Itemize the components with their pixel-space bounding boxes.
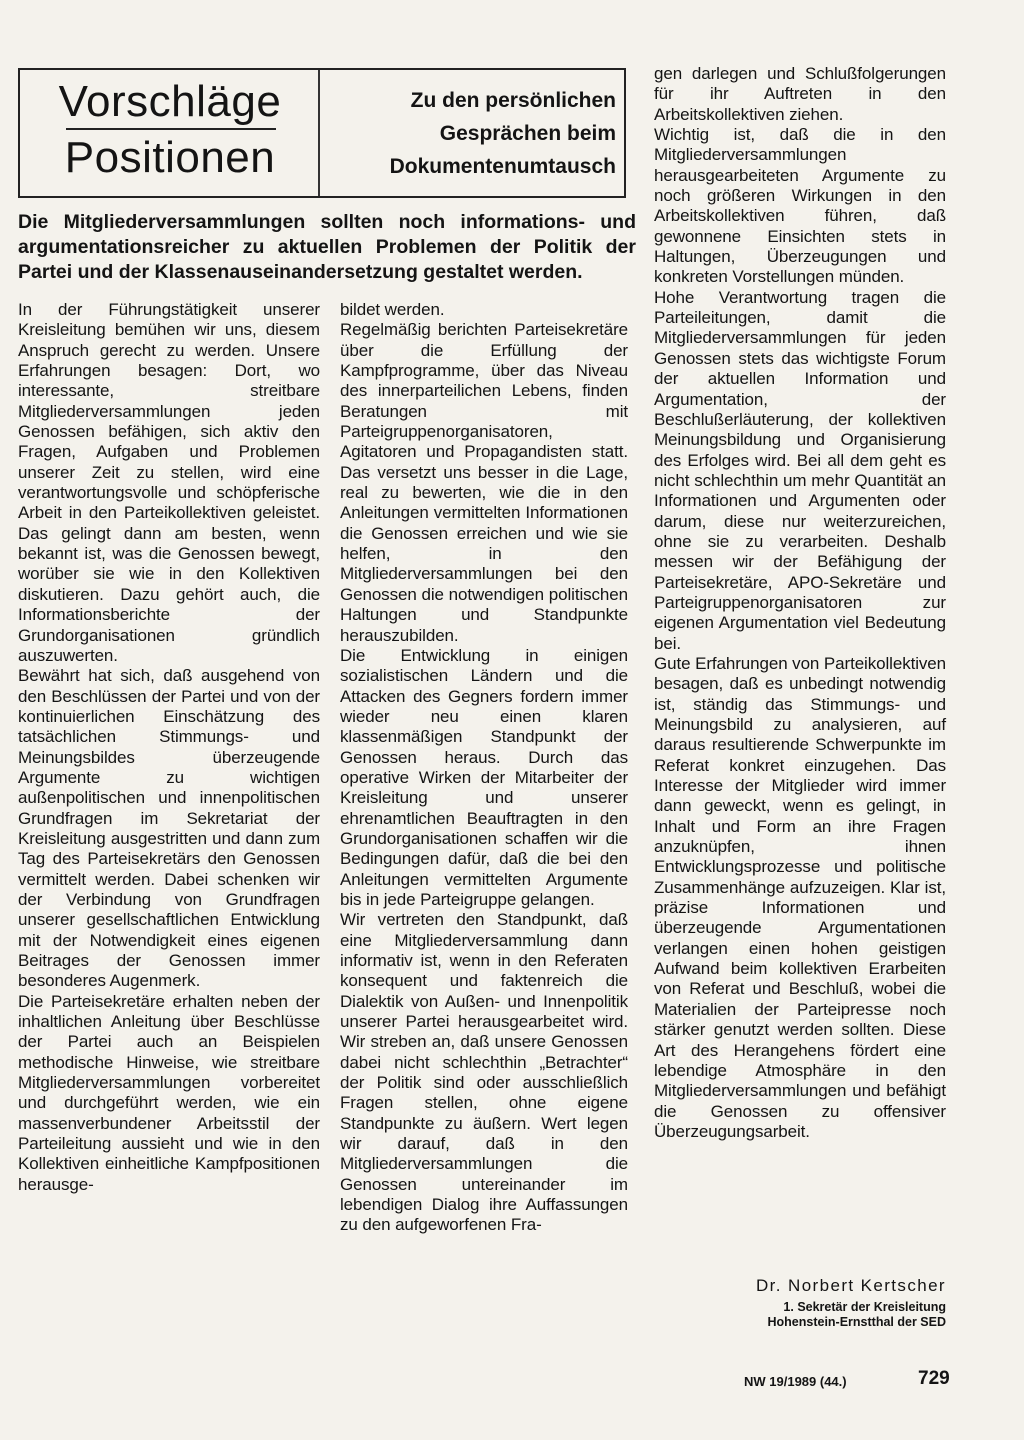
paragraph: Gute Erfahrungen von Parteikollektiven besagen, daß es unbedingt notwendig ist, ständig das Stimmungs- und Meinungsbild zu analysieren, auf daraus resultierende Schwerpunkte im Referat konkret einzugehen. Das Interesse der Mitglieder wird immer dann geweckt, wenn es gelingt, in Inhalt und Form an ihre Fragen anzuknüpfen, ihnen Entwicklungsprozesse und politische Zusammenhänge aufzuzeigen. Klar ist, präzise Informationen und überzeugende Argumentationen verlangen einen hohen geistigen Aufwand beim kollektiven Erarbeiten von Referat und Beschluß, wobei die Materialien der Parteipresse noch stärker genutzt werden sollten. Diese Art des Herangehens fördert eine lebendige Atmosphäre in den Mitgliederversammlungen und befähigt die Genossen zu offensiver Überzeugungsarbeit.	[654, 653, 946, 1141]
paragraph: In der Führungstätigkeit unserer Kreisleitung bemühen wir uns, diesem Anspruch gerecht zu werden. Unsere Erfahrungen besagen: Dort, wo interessante, streitbare Mitgliederversammlungen jeden Genossen befähigen, sich aktiv den Fragen, Aufgaben und Problemen unserer Zeit zu stellen, wird eine verantwortungsvolle und schöpferische Arbeit in den Parteikollektiven geleistet. Das gelingt dann am besten, wenn bekannt ist, was die Genossen bewegt, worüber sie wie in den Kollektiven diskutieren. Dazu gehört auch, die Informationsberichte der Grundorganisationen gründlich auszuwerten.	[18, 300, 320, 665]
author-role-line-2: Hohenstein-Ernstthal der SED	[767, 1315, 946, 1329]
issue-reference: NW 19/1989 (44.)	[744, 1374, 847, 1389]
paragraph: Die Entwicklung in einigen sozialistischen Ländern und die Attacken des Gegners fordern immer wieder neu einen klaren klassenmäßigen Standpunkt der Genossen heraus. Durch das operative Wirken der Mitarbeiter der Kreisleitung und unserer ehrenamtlichen Beauftragten in den Grundorganisationen schaffen wir die Bedingungen dafür, daß die bei den Anleitungen vermittelten Argumente bis in jede Parteigruppe gelangen.	[340, 645, 628, 909]
paragraph: bildet werden.	[340, 300, 445, 319]
kicker-line-2: Positionen	[64, 133, 276, 182]
body-column-1	[18, 300, 320, 1195]
paragraph: Wir vertreten den Standpunkt, daß eine Mitgliederversammlung dann informativ ist, wenn in den Referaten konsequent und faktenreich die Dialektik von Außen- und Innenpolitik unserer Partei herausgearbeitet wird. Wir streben an, daß unsere Genossen dabei nicht schlechthin „Betrachter“ der Politik sind oder ausschließlich Fragen stellen, ohne eigene Standpunkte zu äußern. Wert legen wir darauf, daß in den Mitgliederversammlungen die Genossen untereinander im lebendigen Dialog ihre Auffassungen zu den aufgeworfenen Fra-	[340, 910, 628, 1235]
subtitle-line-2: Gesprächen beim	[439, 122, 616, 145]
paragraph: Wichtig ist, daß die in den Mitgliederversammlungen herausgearbeiteten Argumente zu noch größeren Wirkungen in den Arbeitskollektiven führen, daß gewonnene Einsichten stets in Haltungen, Überzeugungen und konkreten Vorstellungen münden.	[654, 125, 946, 287]
header-box	[18, 68, 626, 198]
subtitle-line-3: Dokumentenumtausch	[389, 155, 616, 178]
lead-paragraph: Die Mitgliederversammlungen sollten noch informations- und argumentationsreicher zu aktuellen Problemen der Politik der Partei und der Klassenauseinandersetzung gestaltet werden.	[18, 211, 636, 283]
body-column-2	[340, 300, 628, 1236]
body-column-3	[654, 64, 946, 1142]
paragraph: Bewährt hat sich, daß ausgehend von den Beschlüssen der Partei und von der kontinuierlichen Einschätzung des tatsächlichen Stimmungs- und Meinungsbildes überzeugende Argumente zu wichtigen außenpolitischen und innenpolitischen Grundfragen im Sekretariat der Kreisleitung ausgestritten und dann zum Tag des Parteisekretärs den Genossen vermittelt werden. Dabei schenken wir der Verbindung von Grundfragen unserer gesellschaftlichen Entwicklung mit der Notwendigkeit eines eigenen Beitrages der Genossen immer besonderes Augenmerk.	[18, 666, 320, 991]
kicker-line-1: Vorschläge	[58, 77, 282, 126]
paragraph: Die Parteisekretäre erhalten neben der inhaltlichen Anleitung über Beschlüsse der Partei auch an Beispielen methodische Hinweise, wie streitbare Mitgliederversammlungen vorbereitet und durchgeführt werden, wie ein massenverbundener Arbeitsstil der Parteileitung aussieht und wie in den Kollektiven einheitliche Kampfpositionen herausge-	[18, 991, 320, 1194]
paragraph: Hohe Verantwortung tragen die Parteileitungen, damit die Mitgliederversammlungen für jeden Genossen stets das wichtigste Forum der aktuellen Information und Argumentation, der Beschlußerläuterung, der kollektiven Meinungsbildung und Organisierung des Erfolges wird. Bei all dem geht es nicht schlechthin um mehr Quantität an Informationen und Argumenten oder darum, diese nur weiterzureichen, ohne sie zu verarbeiten. Deshalb messen wir der Befähigung der Parteisekretäre, APO-Sekretäre und Parteigruppenorganisatoren zur eigenen Argumentation viel Bedeutung bei.	[654, 287, 946, 653]
author-role-line-1: 1. Sekretär der Kreisleitung	[783, 1300, 946, 1314]
article-subtitle	[332, 84, 616, 183]
kicker-divider	[66, 128, 276, 130]
author-name: Dr. Norbert Kertscher	[755, 1276, 946, 1295]
kicker-panel	[20, 70, 320, 196]
paragraph: gen darlegen und Schlußfolgerungen für ihr Auftreten in den Arbeitskollektiven ziehen.	[654, 64, 946, 124]
subtitle-line-1: Zu den persönlichen	[410, 89, 616, 112]
page-number: 729	[918, 1368, 950, 1389]
paragraph: Regelmäßig berichten Parteisekretäre über die Erfüllung der Kampfprogramme, über das Niveau des innerparteilichen Lebens, finden Beratungen mit Parteigruppenorganisatoren, Agitatoren und Propagandisten statt. Das versetzt uns besser in die Lage, real zu bewerten, wie die in den Anleitungen vermittelten Informationen die Genossen erreichen und wie sie helfen, in den Mitgliederversammlungen bei den Genossen die notwendigen politischen Haltungen und Standpunkte herauszubilden.	[340, 320, 628, 645]
author-role	[654, 1300, 946, 1330]
